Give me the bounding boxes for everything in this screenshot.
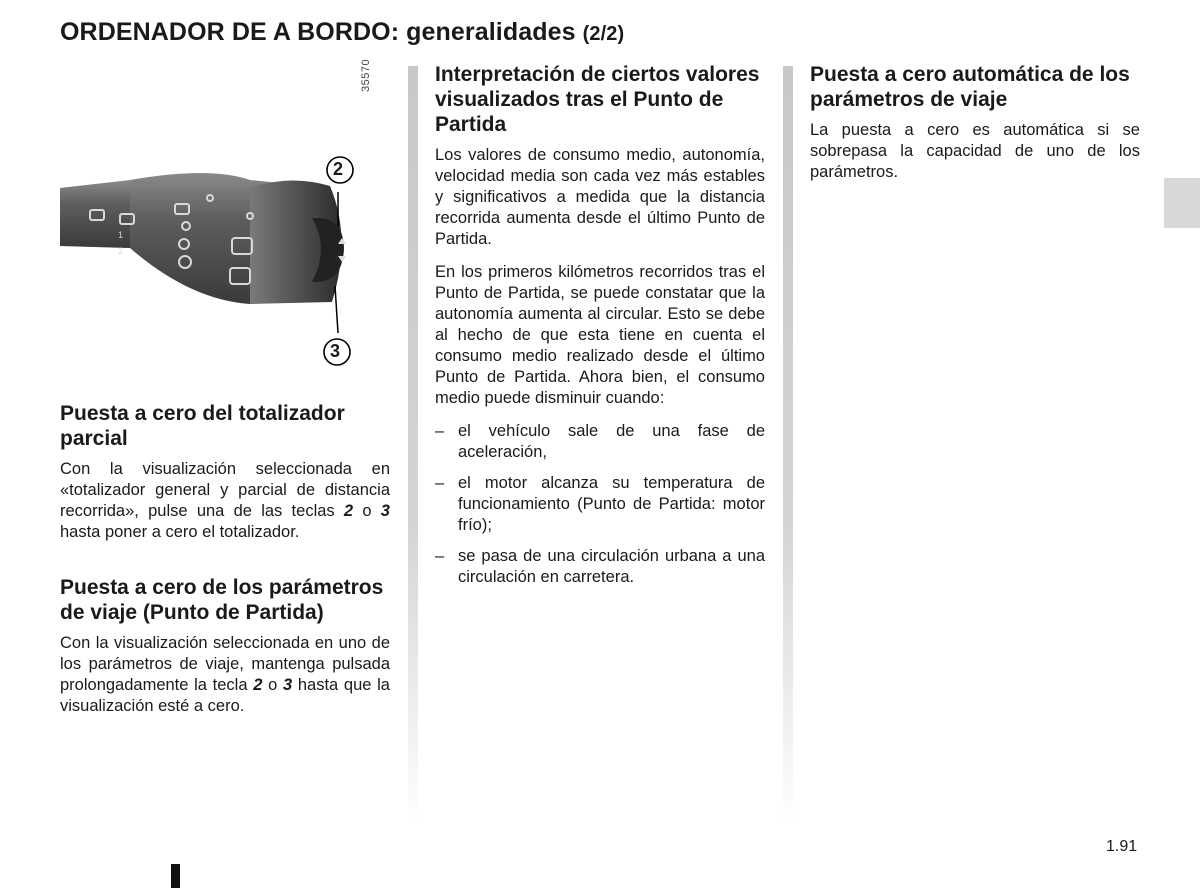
interpretation-paragraph-1: Los valores de consumo medio, autonomía, velocidad media son cada vez más estables y significativos a medida que la distancia recorrida aumenta desde el último Punto de Partida.: [435, 146, 765, 248]
trip-counter-text-b: o: [353, 502, 381, 520]
page-number: 1.91: [1106, 838, 1138, 855]
section-interpretation: [435, 62, 765, 598]
trip-counter-heading: Puesta a cero del totalizador parcial: [60, 402, 345, 450]
section-auto-reset: [810, 62, 1140, 195]
page-title-main: ORDENADOR DE A BORDO: generalidades: [60, 18, 576, 46]
trip-params-text-b: o: [262, 676, 283, 694]
trip-counter-text: [60, 459, 390, 543]
column-divider-left: [408, 66, 418, 826]
figure-code: 35570: [360, 58, 372, 92]
stalk-illustration: [60, 68, 390, 368]
section-trip-counter-reset: [60, 401, 390, 555]
key-3-ref: 3: [282, 676, 293, 694]
trip-counter-text-a: Con la visualización seleccionada en «totalizador general y parcial de distancia recorrida», pulse una de las teclas: [60, 460, 390, 520]
key-3-ref: 3: [380, 502, 390, 520]
auto-reset-text: La puesta a cero es automática si se sobrepasa la capacidad de uno de los parámetros.: [810, 121, 1140, 181]
column-divider-right: [783, 66, 793, 826]
trip-params-text-c: hasta que la visualización esté a cero.: [60, 676, 390, 715]
section-trip-params-reset: [60, 575, 390, 729]
list-item: – el vehículo sale de una fase de aceleración,: [435, 421, 765, 463]
list-item: – el motor alcanza su temperatura de funcionamiento (Punto de Partida: motor frío);: [435, 473, 765, 536]
page-title: [60, 18, 624, 47]
key-2-ref: 2: [253, 676, 263, 694]
callout-3-label: 3: [330, 341, 341, 361]
wiper-stalk-image: [60, 68, 390, 368]
trip-params-heading: Puesta a cero de los parámetros de viaje (Punto de Partida): [60, 576, 384, 624]
callout-2-label: 2: [333, 159, 344, 179]
list-item: – se pasa de una circulación urbana a una circulación en carretera.: [435, 546, 765, 588]
trip-params-text-a: Con la visualización seleccionada en uno de los parámetros de viaje, mantenga pulsada prolongadamente la tecla: [60, 634, 390, 694]
section-side-tab: [1164, 178, 1200, 228]
trip-params-text: [60, 633, 390, 717]
lever-mark-2: 2: [118, 246, 124, 256]
key-2-ref: 2: [343, 502, 354, 520]
page-title-sub: (2/2): [582, 23, 625, 45]
consumption-conditions-list: [435, 421, 765, 588]
trip-counter-text-c: hasta poner a cero el totalizador.: [60, 523, 300, 541]
interpretation-paragraph-2: En los primeros kilómetros recorridos tras el Punto de Partida, se puede constatar que la autonomía aumenta al circular. Esto se debe al hecho de que esta tiene en cuenta el consumo medio realizado desde el último Punto de Partida. Ahora bien, el consumo medio puede disminuir cuando:: [435, 263, 765, 407]
corner-mark: [171, 864, 180, 888]
lever-mark-1: 1: [118, 230, 124, 240]
interpretation-heading: Interpretación de ciertos valores visualizados tras el Punto de Partida: [435, 63, 760, 136]
auto-reset-heading: Puesta a cero automática de los parámetros de viaje: [810, 63, 1130, 111]
